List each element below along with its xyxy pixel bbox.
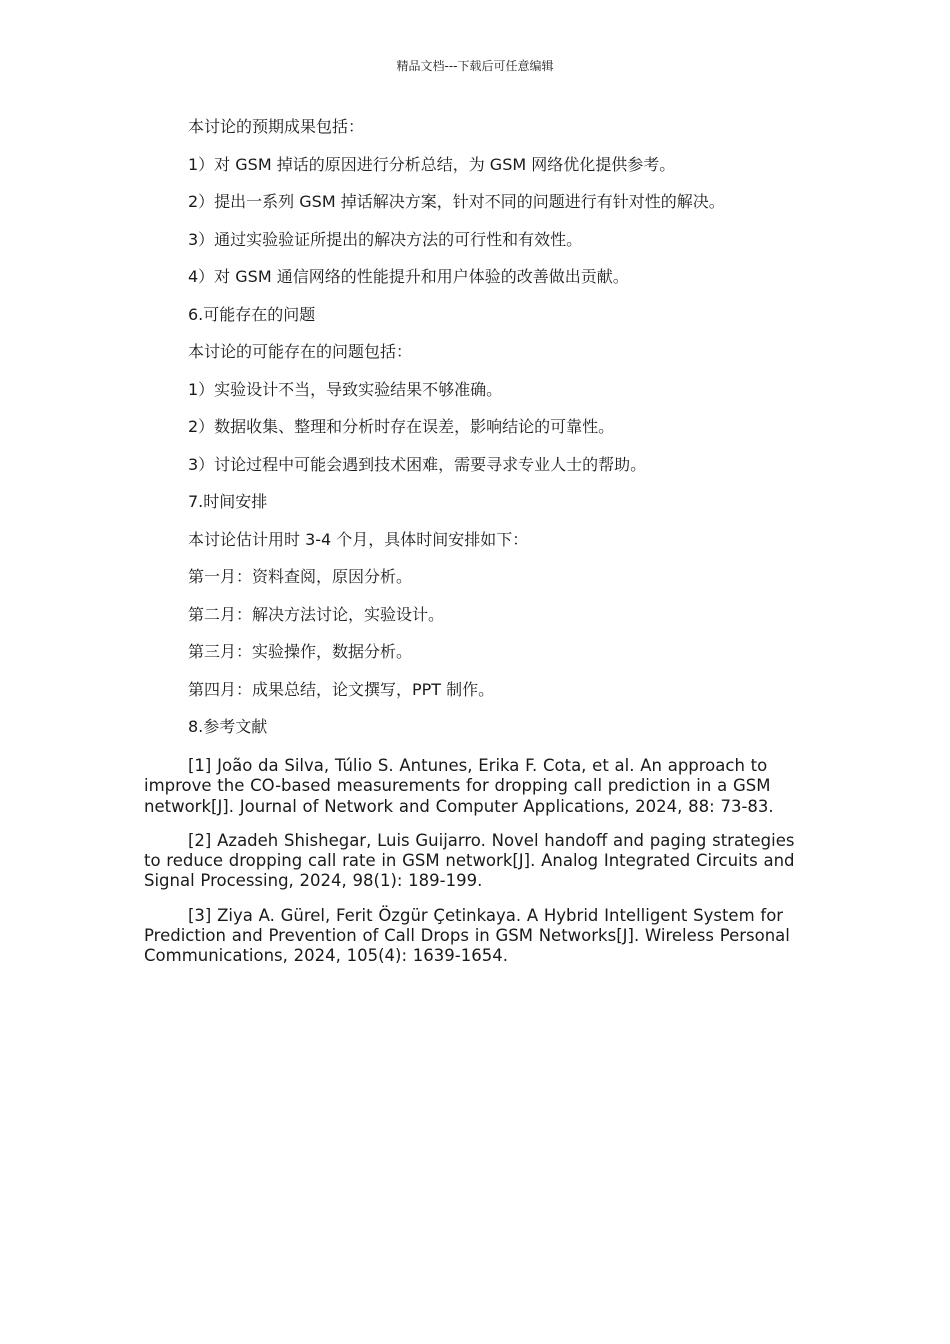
reference-item-3: [3] Ziya A. Gürel, Ferit Özgür Çetinkaya. A Hybrid Intelligent System for Prediction and Prevention of Call Drops in GSM Networks[J]. Wireless Personal Communications, 2024, 105(4): 1639-1654. (144, 905, 790, 966)
paragraph-outcome-4: 4）对 GSM 通信网络的性能提升和用户体验的改善做出贡献。 (188, 267, 629, 286)
paragraph-problem-3: 3）讨论过程中可能会遇到技术困难，需要寻求专业人士的帮助。 (188, 454, 647, 474)
reference-list (144, 756, 808, 967)
paragraph-schedule-intro: 本讨论估计用时 3-4 个月，具体时间安排如下： (188, 529, 529, 549)
paragraph-outcome-3: 3）通过实验验证所提出的解决方法的可行性和有效性。 (188, 229, 583, 249)
page-header: 精品文档---下载后可任意编辑 (396, 59, 554, 73)
section-heading-problems: 6.可能存在的问题 (188, 304, 316, 324)
paragraph-problem-2: 2）数据收集、整理和分析时存在误差，影响结论的可靠性。 (188, 417, 615, 436)
paragraph-problems-intro: 本讨论的可能存在的问题包括： (188, 342, 413, 361)
paragraph-month-4: 第四月：成果总结，论文撰写，PPT 制作。 (188, 679, 495, 699)
reference-item-1: [1] João da Silva, Túlio S. Antunes, Erika F. Cota, et al. An approach to improve the CO-based measurements for dropping call prediction in a GSM network[J]. Journal of Network and Computer Applications, 2024, 88: 73-83. (144, 756, 774, 816)
paragraph-outcome-1: 1）对 GSM 掉话的原因进行分析总结，为 GSM 网络优化提供参考。 (188, 154, 676, 174)
paragraph-problem-1: 1）实验设计不当，导致实验结果不够准确。 (188, 379, 503, 399)
section-heading-references: 8.参考文献 (188, 717, 268, 736)
reference-item-2: [2] Azadeh Shishegar, Luis Guijarro. Novel handoff and paging strategies to reduce dropping call rate in GSM network[J]. Analog Integrated Circuits and Signal Processing, 2024, 98(1): 189-199. (144, 830, 795, 891)
section-heading-schedule: 7.时间安排 (188, 492, 268, 511)
document-body (144, 116, 808, 981)
paragraph-month-3: 第三月：实验操作，数据分析。 (188, 642, 413, 661)
paragraph-month-2: 第二月：解决方法讨论，实验设计。 (188, 604, 445, 624)
paragraph-outcomes-intro: 本讨论的预期成果包括： (188, 117, 365, 136)
paragraph-month-1: 第一月：资料查阅，原因分析。 (188, 567, 413, 586)
paragraph-outcome-2: 2）提出一系列 GSM 掉话解决方案，针对不同的问题进行有针对性的解决。 (188, 192, 725, 211)
